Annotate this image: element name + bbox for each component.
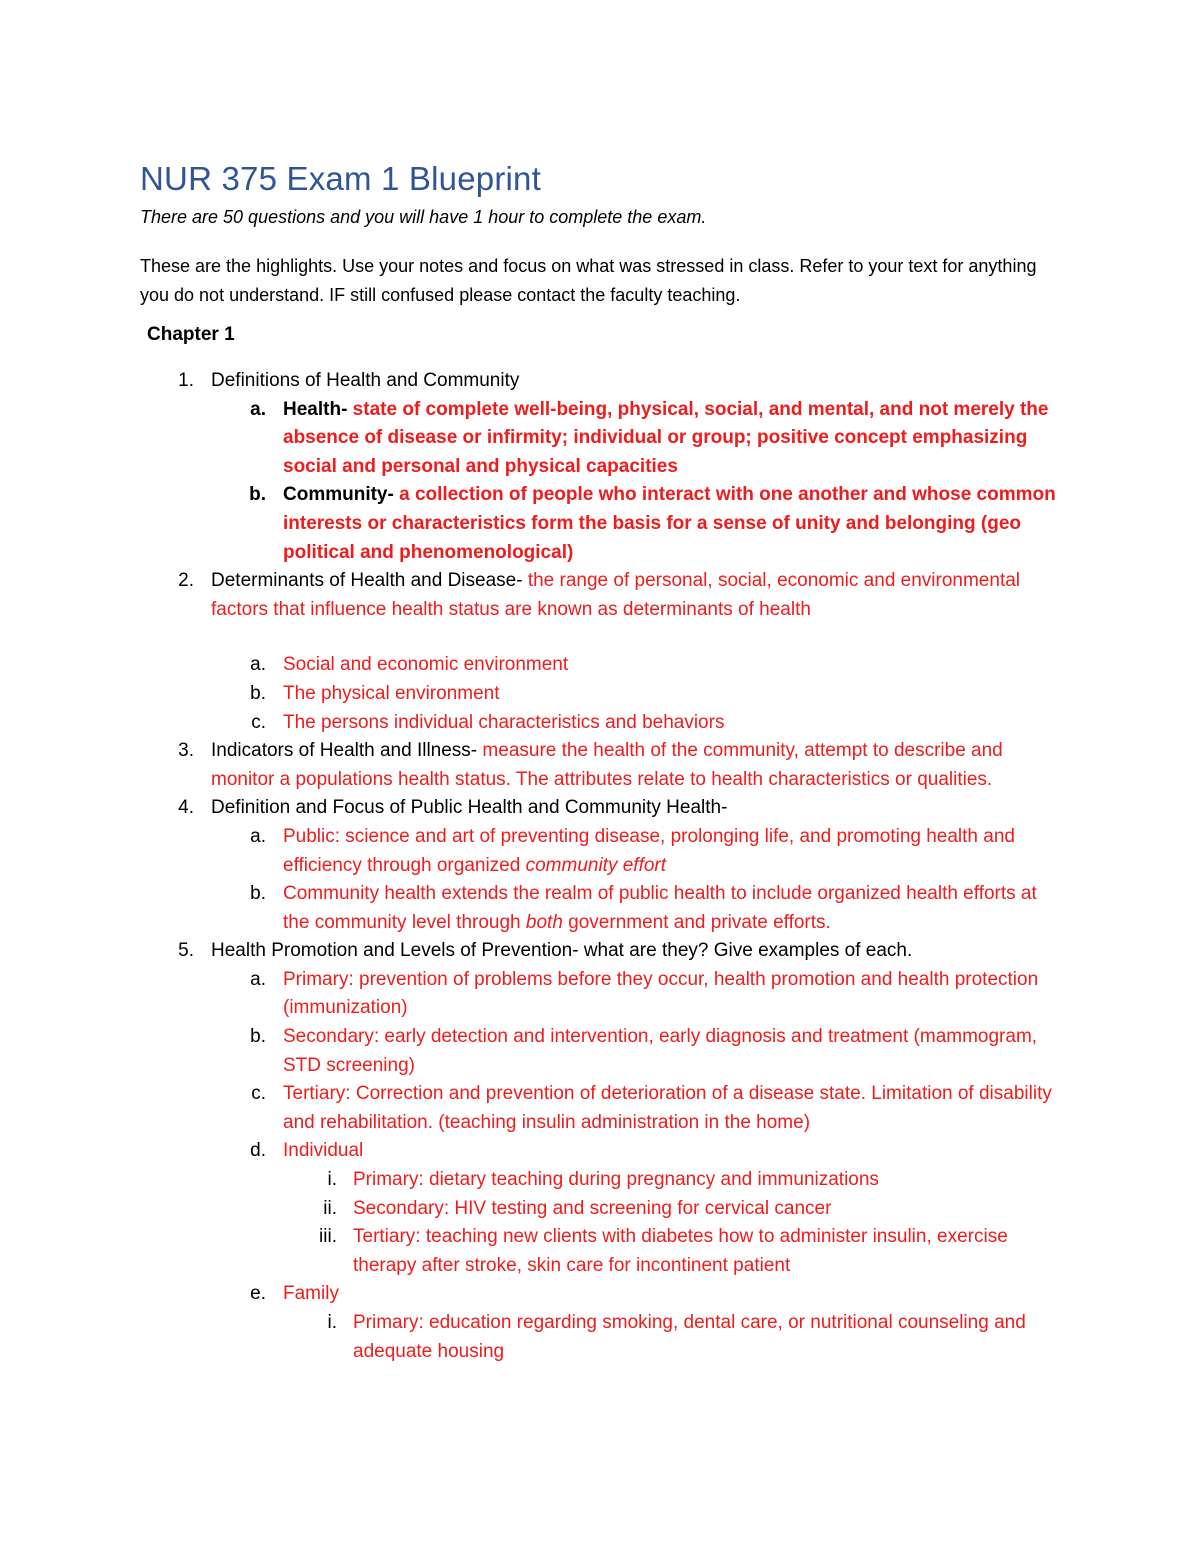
list-roman: iii. — [319, 1226, 337, 1248]
list-letter: c. — [251, 711, 266, 733]
list-number: 2. — [178, 570, 194, 592]
answer-text-end: government and private efforts. — [562, 911, 831, 933]
list-item-3 — [0, 737, 1066, 794]
answer-text: measure the health of the community, attempt to describe and monitor a populations health status. The attributes relate to health characteristics or qualities. — [211, 740, 1003, 790]
answer-text: Tertiary: teaching new clients with diabetes how to administer insulin, exercise therapy after stroke, skin care for incontinent patient — [353, 1226, 1008, 1276]
list-item-1a — [0, 396, 1066, 482]
answer-text: Primary: prevention of problems before they occur, health promotion and health protection (immunization) — [283, 968, 1039, 1019]
list-item-5e-i — [0, 1309, 1066, 1366]
list-letter: a. — [250, 654, 266, 676]
list-letter: b. — [250, 1026, 266, 1048]
list-letter: c. — [251, 1083, 266, 1105]
list-item-2b — [0, 680, 1066, 709]
emphasis-text: both — [525, 911, 563, 933]
list-item-5d-ii — [0, 1195, 1066, 1224]
list-letter: b. — [250, 883, 266, 905]
list-number: 4. — [178, 797, 194, 819]
list-item-4b — [0, 880, 1066, 937]
list-item-4 — [0, 794, 1066, 823]
answer-text: the range of personal, social, economic and environmental factors that influence health status are known as determinants of health — [211, 570, 1021, 620]
answer-text: Public: science and art of preventing disease, prolonging life, and promoting health and efficiency through organized — [283, 825, 1015, 876]
answer-text: The persons individual characteristics and behaviors — [283, 711, 725, 733]
list-item-1b — [0, 481, 1066, 567]
list-item-1 — [0, 367, 1066, 396]
item-label: Definition and Focus of Public Health and Community Health- — [211, 797, 728, 819]
answer-text: Family — [283, 1283, 339, 1305]
exam-info: There are 50 questions and you will have 1 hour to complete the exam. — [140, 207, 707, 227]
list-roman: i. — [327, 1312, 337, 1333]
answer-text: The physical environment — [283, 682, 500, 704]
list-item-5a — [0, 966, 1066, 1023]
answer-text: Secondary: HIV testing and screening for cervical cancer — [353, 1197, 832, 1219]
list-item-2c — [0, 709, 1066, 738]
list-item-5d-i — [0, 1166, 1066, 1195]
list-letter: b. — [250, 682, 266, 704]
emphasis-text: community effort — [525, 854, 667, 876]
document-title: NUR 375 Exam 1 Blueprint — [140, 160, 541, 197]
item-label: Community- — [283, 484, 394, 506]
answer-text: Social and economic environment — [283, 654, 569, 676]
answer-text: Primary: education regarding smoking, dental care, or nutritional counseling and adequate housing — [353, 1312, 1026, 1362]
outline-list — [0, 367, 1200, 1366]
list-number: 5. — [178, 940, 194, 962]
list-item-4a — [0, 823, 1066, 880]
list-item-5d-iii — [0, 1223, 1066, 1280]
list-item-5d — [0, 1137, 1066, 1166]
list-number: 3. — [178, 740, 194, 762]
list-letter: e. — [250, 1283, 266, 1305]
chapter-heading: Chapter 1 — [147, 324, 235, 345]
item-label: Determinants of Health and Disease- — [211, 570, 523, 592]
list-item-2a — [0, 651, 1066, 680]
answer-text: state of complete well-being, physical, social, and mental, and not merely the absence of disease or infirmity; individual or group; positive concept emphasizing social and personal and physical capacities — [283, 398, 1049, 477]
intro-paragraph: These are the highlights. Use your notes and focus on what was stressed in class. Refer to your text for anything you do not understand. IF still confused please contact the faculty teaching. — [140, 256, 1037, 305]
answer-text: Secondary: early detection and intervention, early diagnosis and treatment (mammogram, STD screening) — [283, 1026, 1038, 1076]
list-letter: a. — [250, 968, 266, 990]
spacer — [0, 624, 1200, 651]
answer-text: a collection of people who interact with one another and whose common interests or characteristics form the basis for a sense of unity and belonging (geo political and phenomenological) — [283, 484, 1056, 563]
answer-text: Tertiary: Correction and prevention of deterioration of a disease state. Limitation of disability and rehabilitation. (teaching insulin administration in the home) — [283, 1083, 1052, 1133]
answer-text: Individual — [283, 1140, 364, 1162]
item-label: Health- — [283, 398, 348, 420]
list-letter: a. — [250, 825, 266, 847]
item-label: Indicators of Health and Illness- — [211, 740, 478, 762]
list-roman: i. — [327, 1169, 337, 1191]
list-letter: b. — [249, 484, 266, 506]
list-letter: a. — [250, 398, 266, 420]
list-item-5b — [0, 1023, 1066, 1080]
item-label: Health Promotion and Levels of Prevention- what are they? Give examples of each. — [211, 940, 913, 962]
answer-text: Community health extends the realm of public health to include organized health efforts at the community level through — [283, 883, 1037, 933]
list-item-5e — [0, 1280, 1066, 1309]
item-label: Definitions of Health and Community — [211, 370, 520, 391]
list-letter: d. — [250, 1140, 266, 1162]
list-item-5 — [0, 937, 1066, 966]
list-roman: ii. — [323, 1197, 337, 1219]
list-number: 1. — [178, 370, 194, 391]
answer-text: Primary: dietary teaching during pregnancy and immunizations — [353, 1169, 879, 1191]
list-item-2 — [0, 567, 1066, 624]
list-item-5c — [0, 1080, 1066, 1137]
